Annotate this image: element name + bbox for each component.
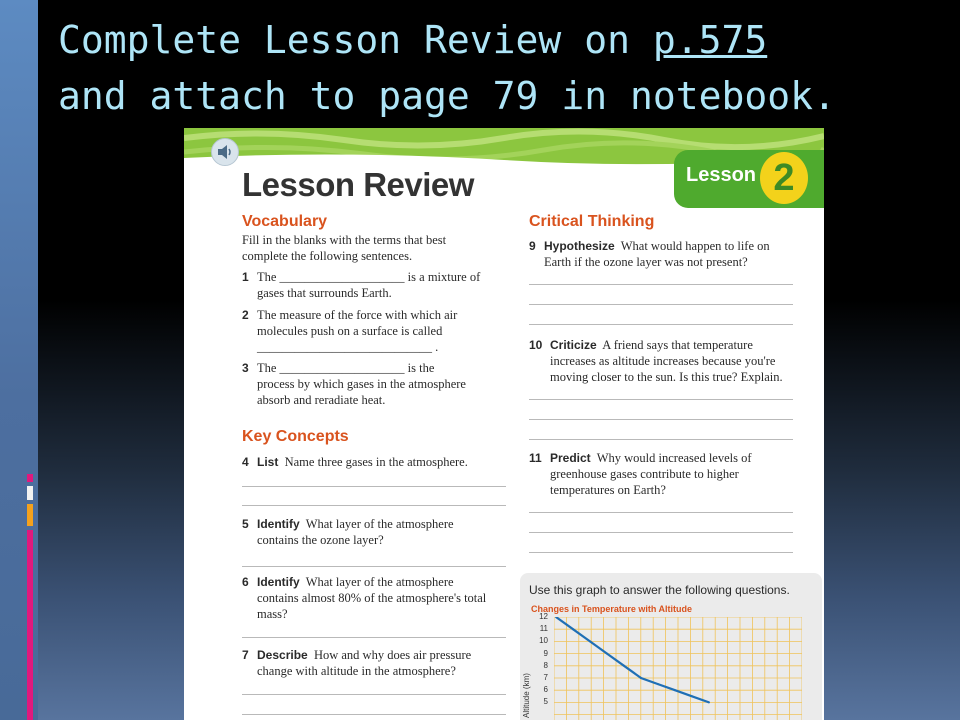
question-number: 5 — [242, 517, 249, 531]
y-tick-label: 11 — [539, 624, 548, 634]
temperature-altitude-chart — [554, 617, 802, 720]
data-point — [606, 653, 608, 655]
question-number: 3 — [242, 361, 249, 375]
graph-intro-text: Use this graph to answer the following questions. — [529, 583, 790, 597]
question-3-text: The ____________________ is the — [257, 361, 435, 375]
answer-line — [529, 304, 793, 305]
answer-line — [529, 552, 793, 553]
slide-title — [58, 12, 948, 124]
data-point — [657, 683, 659, 685]
title-line2: and attach to page 79 in notebook. — [58, 74, 836, 118]
vocabulary-heading: Vocabulary — [242, 213, 328, 230]
question-9-text: Hypothesize What would happen to life on — [544, 239, 770, 253]
y-tick-label: 6 — [543, 685, 548, 695]
question-10-text-line3: moving closer to the sun. Is this true? Explain. — [550, 370, 783, 384]
data-point — [674, 689, 676, 691]
question-10-text-line2: increases as altitude increases because you're — [550, 354, 776, 368]
question-number: 6 — [242, 575, 249, 589]
answer-line — [529, 512, 793, 513]
answer-line — [529, 284, 793, 285]
deco-bar-orange — [27, 504, 33, 526]
question-2-text: The measure of the force with which air — [257, 308, 458, 322]
lesson-review-heading: Lesson Review — [242, 166, 474, 203]
vocabulary-instructions-2: complete the following sentences. — [242, 249, 413, 263]
deco-bar-pink-2 — [27, 530, 33, 720]
question-number: 10 — [529, 338, 543, 352]
question-1-text: The ____________________ is a mixture of — [257, 270, 481, 284]
answer-line — [529, 439, 793, 440]
graph-title: Changes in Temperature with Altitude — [531, 604, 693, 614]
question-11-text: Predict Why would increased levels of — [550, 451, 752, 465]
question-5-text-line2: contains the ozone layer? — [257, 533, 384, 547]
question-11-text-line3: temperatures on Earth? — [550, 483, 666, 497]
answer-line — [242, 566, 506, 567]
data-point — [623, 665, 625, 667]
answer-line — [242, 486, 506, 487]
deco-bar-pink-1 — [27, 474, 33, 482]
question-number: 7 — [242, 648, 249, 662]
question-11-text-line2: greenhouse gases contribute to higher — [550, 467, 739, 481]
y-tick-label: 5 — [543, 697, 548, 707]
question-6-text: Identify What layer of the atmosphere — [257, 575, 454, 589]
y-tick-label: 8 — [543, 660, 548, 670]
answer-line — [529, 324, 793, 325]
y-tick-label: 7 — [543, 673, 548, 682]
question-9-text-line2: Earth if the ozone layer was not present? — [544, 255, 748, 269]
lesson-review-worksheet — [184, 128, 824, 720]
question-number: 2 — [242, 308, 249, 322]
answer-line — [529, 399, 793, 400]
question-10-text: Criticize A friend says that temperature — [550, 338, 753, 352]
question-6-text-line2: contains almost 80% of the atmosphere's total — [257, 591, 487, 605]
question-3-text-line3: absorb and reradiate heat. — [257, 393, 386, 407]
data-point — [640, 677, 642, 679]
lesson-number-badge: 2 — [760, 152, 808, 204]
data-point — [691, 695, 693, 697]
question-7-text-line2: change with altitude in the atmosphere? — [257, 664, 456, 678]
data-point — [589, 640, 591, 642]
key-concepts-heading: Key Concepts — [242, 428, 349, 445]
vocabulary-instructions-1: Fill in the blanks with the terms that best — [242, 233, 447, 247]
question-2-text-line3: ____________________________ . — [257, 340, 439, 354]
data-point — [708, 701, 710, 703]
y-tick-label: 9 — [543, 648, 548, 658]
question-1-text-line2: gases that surrounds Earth. — [257, 286, 392, 300]
question-5-text: Identify What layer of the atmosphere — [257, 517, 454, 531]
answer-line — [242, 505, 506, 506]
answer-line — [242, 637, 506, 638]
data-point — [572, 628, 574, 630]
question-number: 4 — [242, 455, 249, 469]
title-line1-prefix: Complete Lesson Review on — [58, 18, 653, 62]
question-number: 9 — [529, 239, 536, 253]
y-tick-label: 10 — [539, 636, 548, 646]
question-number: 1 — [242, 270, 249, 284]
lesson-tab-label: Lesson — [686, 164, 757, 186]
y-axis-label: Altitude (km) — [522, 673, 531, 718]
question-7-text: Describe How and why does air pressure — [257, 648, 472, 662]
y-tick-label: 12 — [539, 612, 548, 621]
page-link[interactable]: p.575 — [652, 18, 768, 62]
answer-line — [242, 714, 506, 715]
question-3-text-line2: process by which gases in the atmosphere — [257, 377, 466, 391]
deco-bar-white — [27, 486, 33, 500]
question-6-text-line3: mass? — [257, 607, 288, 621]
critical-thinking-heading: Critical Thinking — [529, 213, 655, 230]
question-4-text: List Name three gases in the atmosphere. — [257, 455, 468, 469]
question-number: 11 — [529, 451, 542, 465]
audio-speaker-icon[interactable] — [211, 138, 239, 166]
answer-line — [529, 532, 793, 533]
answer-line — [529, 419, 793, 420]
question-2-text-line2: molecules push on a surface is called — [257, 324, 443, 338]
lesson-tab — [674, 150, 824, 208]
answer-line — [242, 694, 506, 695]
